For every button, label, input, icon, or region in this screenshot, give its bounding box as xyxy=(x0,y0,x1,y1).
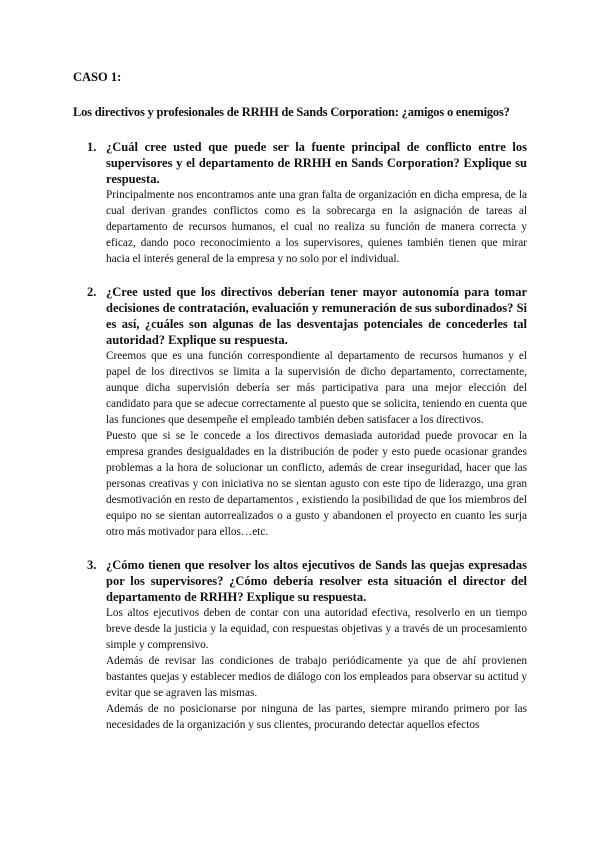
question-1 xyxy=(73,139,527,267)
question-2 xyxy=(73,284,527,540)
case-subtitle: Los directivos y profesionales de RRHH de Sands Corporation: ¿amigos o enemigos? xyxy=(73,105,510,119)
question-number: 3. xyxy=(87,558,97,572)
question-3 xyxy=(73,557,527,733)
question-text: ¿Cree usted que los directivos deberían tener mayor autonomía para tomar decisiones de contratación, evaluación y remuneración de sus subordinados? Si es así, ¿cuáles son algunas de las desventajas potenciales de concederles tal autoridad? Explique su respuesta. xyxy=(106,285,527,347)
question-number: 2. xyxy=(87,285,97,299)
answer-paragraph: Los altos ejecutivos deben de contar con una autoridad efectiva, resolverlo en un tiempo breve desde la justicia y la equidad, con respuestas objetivas y a través de un procesamiento simple y comprensivo. xyxy=(106,607,527,651)
answer-paragraph: Además de no posicionarse por ninguna de las partes, siempre mirando primero por las necesidades de la organización y sus clientes, procurando detectar aquellos efectos xyxy=(106,703,527,731)
question-text: ¿Cuál cree usted que puede ser la fuente principal de conflicto entre los supervisores y el departamento de RRHH en Sands Corporation? Explique su respuesta. xyxy=(106,140,527,186)
question-text: ¿Cómo tienen que resolver los altos ejecutivos de Sands las quejas expresadas por los supervisores? ¿Cómo debería resolver esta situación el director del departamento de RRHH? Explique su respuesta. xyxy=(106,558,527,604)
case-title: CASO 1: xyxy=(73,70,122,84)
answer-paragraph: Creemos que es una función correspondiente al departamento de recursos humanos y el papel de los directivos se limita a la supervisión de dicho departamento, correctamente, aunque dicha supervisión debería ser más participativa para una mejor elección del candidato para que se adecue correctamente al puesto que se solicita, teniendo en cuenta que las funciones que desempeñe el empleado también deben satisfacer a los directivos. xyxy=(106,350,527,426)
answer-paragraph: Además de revisar las condiciones de trabajo periódicamente ya que de ahí provienen bastantes quejas y establecer medios de diálogo con los empleados para observar su actitud y evitar que se agraven las mismas. xyxy=(106,655,527,699)
answer-paragraph: Puesto que si se le concede a los directivos demasiada autoridad puede provocar en la empresa grandes desigualdades en la distribución de poder y esto puede ocasionar grandes problemas a la hora de solucionar un conflicto, además de crear inseguridad, hacer que las personas creativas y con iniciativa no se sientan agusto con este tipo de liderazgo, una gran desmotivación en resto de departamentos , existiendo la posibilidad de que los miembros del equipo no se sientan autorrealizados o a gusto y abandonen el proyecto en cuanto les surja otro más motivador para ellos…etc. xyxy=(106,430,527,538)
question-number: 1. xyxy=(87,140,97,154)
answer-paragraph: Principalmente nos encontramos ante una gran falta de organización en dicha empresa, de la cual derivan grandes conflictos como es la sobrecarga en la asignación de tareas al departamento de recursos humanos, el cual no realiza su función de manera correcta y eficaz, dando poco reconocimiento a los supervisores, quienes también tienen que mirar hacia el interés general de la empresa y no solo por el individual. xyxy=(106,189,527,265)
